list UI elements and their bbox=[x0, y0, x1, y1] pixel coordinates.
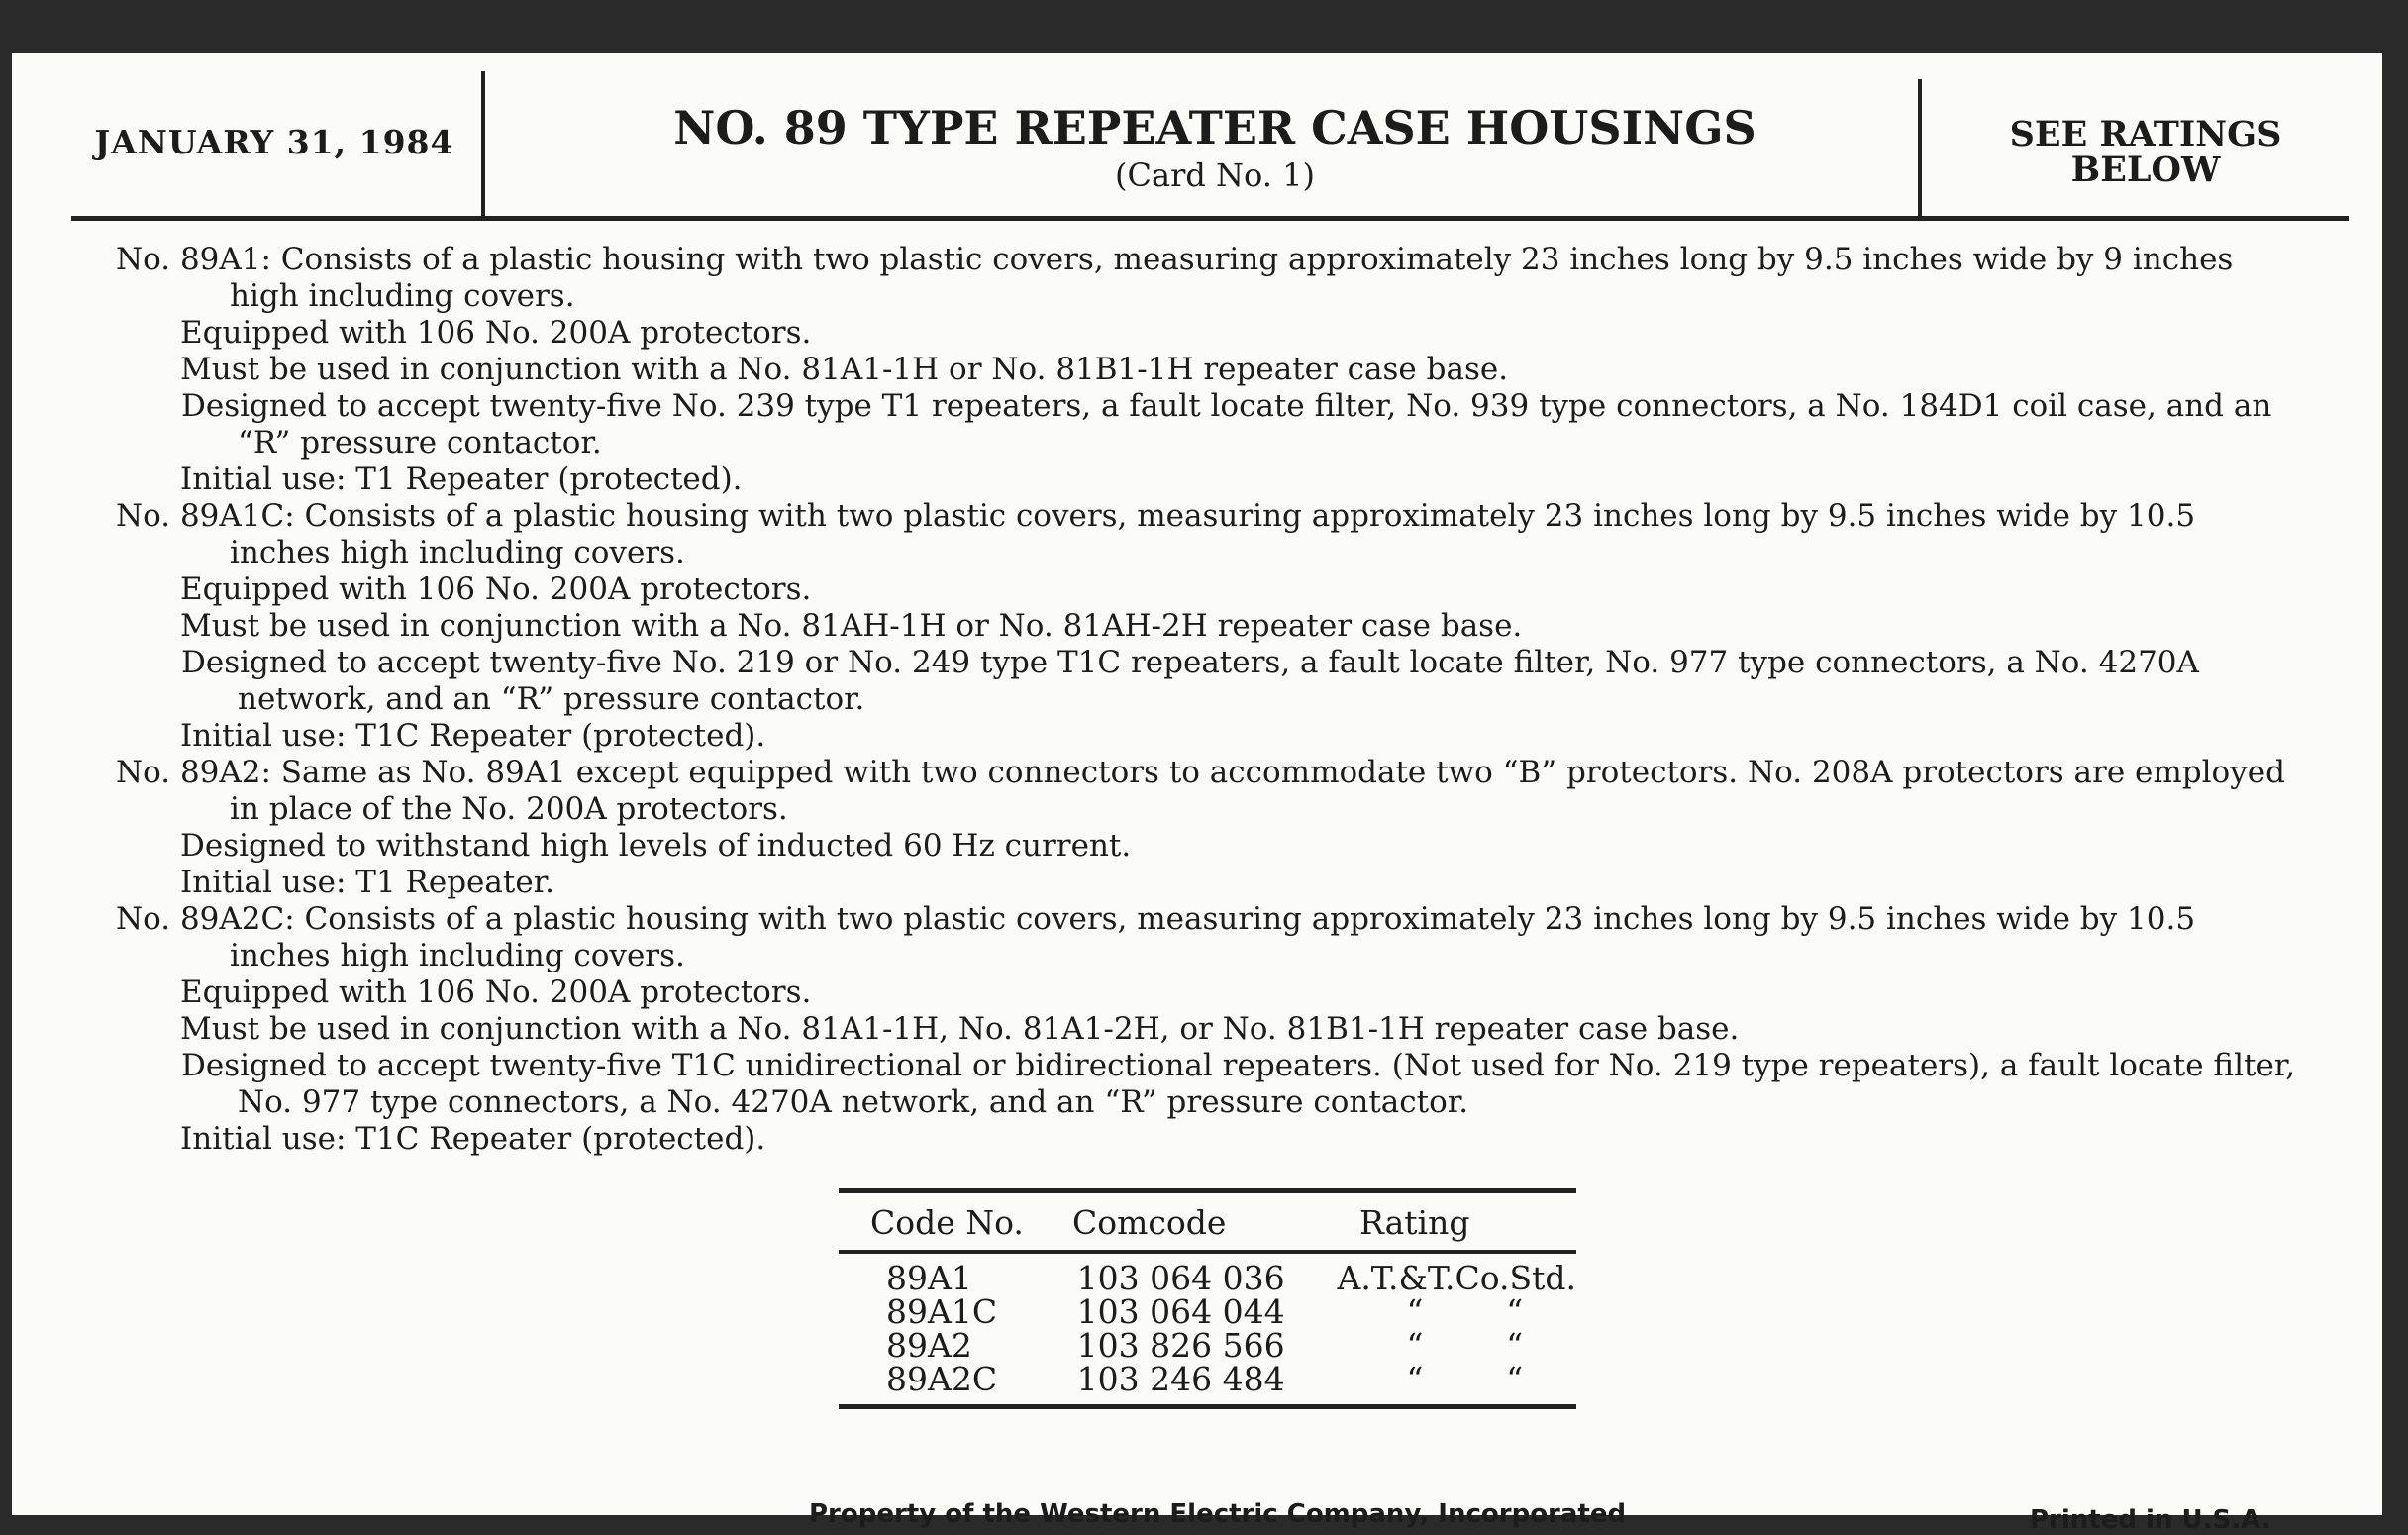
cell-rating: “ “ bbox=[1406, 1292, 1524, 1331]
table-bottom-rule bbox=[839, 1404, 1576, 1409]
cell-comcode: 103 246 484 bbox=[1076, 1360, 1285, 1398]
entry-detail: Initial use: T1C Repeater (protected). bbox=[180, 1121, 766, 1157]
cell-rating: “ “ bbox=[1406, 1326, 1524, 1365]
entry-detail: Equipped with 106 No. 200A protectors. bbox=[180, 571, 812, 607]
entry-89a2c: No. 89A2C: Consists of a plastic housing with two plastic covers, measuring approximately 23 inches long by 9.5 inches wide by 10.5 inches high including covers. bbox=[116, 901, 2196, 973]
cell-comcode: 103 064 044 bbox=[1076, 1292, 1285, 1331]
cell-rating: “ “ bbox=[1406, 1360, 1524, 1398]
entry-detail: Equipped with 106 No. 200A protectors. bbox=[180, 974, 812, 1010]
entry-detail: Initial use: T1C Repeater (protected). bbox=[180, 718, 766, 754]
cell-code: 89A2 bbox=[886, 1326, 972, 1365]
page-subtitle: (Card No. 1) bbox=[1115, 156, 1315, 194]
catalog-card bbox=[12, 53, 2382, 1535]
table-row bbox=[839, 1262, 1576, 1295]
printed-notice: Printed in U.S.A. bbox=[2030, 1505, 2271, 1535]
entry-detail: Initial use: T1 Repeater (protected). bbox=[180, 461, 743, 497]
rating-note: SEE RATINGS BELOW bbox=[2009, 114, 2282, 190]
cell-code: 89A2C bbox=[886, 1360, 998, 1398]
column-header-comcode: Comcode bbox=[1072, 1203, 1227, 1242]
entry-detail: Initial use: T1 Repeater. bbox=[180, 865, 554, 900]
entry-89a1: No. 89A1: Consists of a plastic housing with two plastic covers, measuring approximately 23 inches long by 9.5 inches wide by 9 inches high including covers. bbox=[116, 242, 2234, 314]
table-row bbox=[839, 1295, 1576, 1329]
table-row bbox=[839, 1329, 1576, 1363]
ratings-table bbox=[839, 1188, 1576, 1409]
column-header-rating: Rating bbox=[1359, 1203, 1470, 1242]
entry-detail: Must be used in conjunction with a No. 81AH-1H or No. 81AH-2H repeater case base. bbox=[180, 608, 1523, 644]
cell-comcode: 103 826 566 bbox=[1076, 1326, 1285, 1365]
body-text bbox=[116, 242, 2304, 1158]
entry-detail: Equipped with 106 No. 200A protectors. bbox=[180, 315, 812, 351]
table-row bbox=[839, 1363, 1576, 1396]
cell-code: 89A1 bbox=[886, 1259, 972, 1297]
property-notice: Property of the Western Electric Company, Incorporated bbox=[809, 1499, 1627, 1529]
cell-rating: A.T.&T.Co.Std. bbox=[1337, 1259, 1576, 1297]
header-rule bbox=[71, 216, 2349, 221]
header-divider-right bbox=[1918, 79, 1922, 218]
entry-detail: Must be used in conjunction with a No. 81A1-1H or No. 81B1-1H repeater case base. bbox=[180, 352, 1509, 387]
entry-detail: Designed to accept twenty-five T1C unidirectional or bidirectional repeaters. (Not used for No. 219 type repeaters), a fault locate filter, No. 977 type connectors, a No. 4270A network, and an “R” pressure contactor. bbox=[181, 1048, 2296, 1120]
header-date: JANUARY 31, 1984 bbox=[94, 123, 454, 161]
entry-detail: Designed to accept twenty-five No. 239 type T1 repeaters, a fault locate filter, No. 939 type connectors, a No. 184D1 coil case, and an “R” pressure contactor. bbox=[181, 388, 2272, 460]
entry-detail: Designed to accept twenty-five No. 219 or No. 249 type T1C repeaters, a fault locate filter, No. 977 type connectors, a No. 4270A network, and an “R” pressure contactor. bbox=[181, 645, 2199, 717]
entry-89a1c: No. 89A1C: Consists of a plastic housing with two plastic covers, measuring approximately 23 inches long by 9.5 inches wide by 10.5 inches high including covers. bbox=[116, 498, 2196, 570]
cell-comcode: 103 064 036 bbox=[1076, 1259, 1285, 1297]
table-header-row bbox=[839, 1193, 1576, 1250]
entry-detail: Must be used in conjunction with a No. 81A1-1H, No. 81A1-2H, or No. 81B1-1H repeater case base. bbox=[180, 1011, 1740, 1047]
column-header-code: Code No. bbox=[870, 1203, 1024, 1242]
entry-89a2: No. 89A2: Same as No. 89A1 except equipped with two connectors to accommodate two “B” protectors. No. 208A protectors are employed in place of the No. 200A protectors. bbox=[116, 755, 2285, 827]
header-divider-left bbox=[481, 71, 485, 218]
cell-code: 89A1C bbox=[886, 1292, 998, 1331]
table-header-rule bbox=[839, 1250, 1576, 1254]
page-title: NO. 89 TYPE REPEATER CASE HOUSINGS bbox=[673, 101, 1756, 154]
entry-detail: Designed to withstand high levels of inducted 60 Hz current. bbox=[180, 828, 1132, 864]
